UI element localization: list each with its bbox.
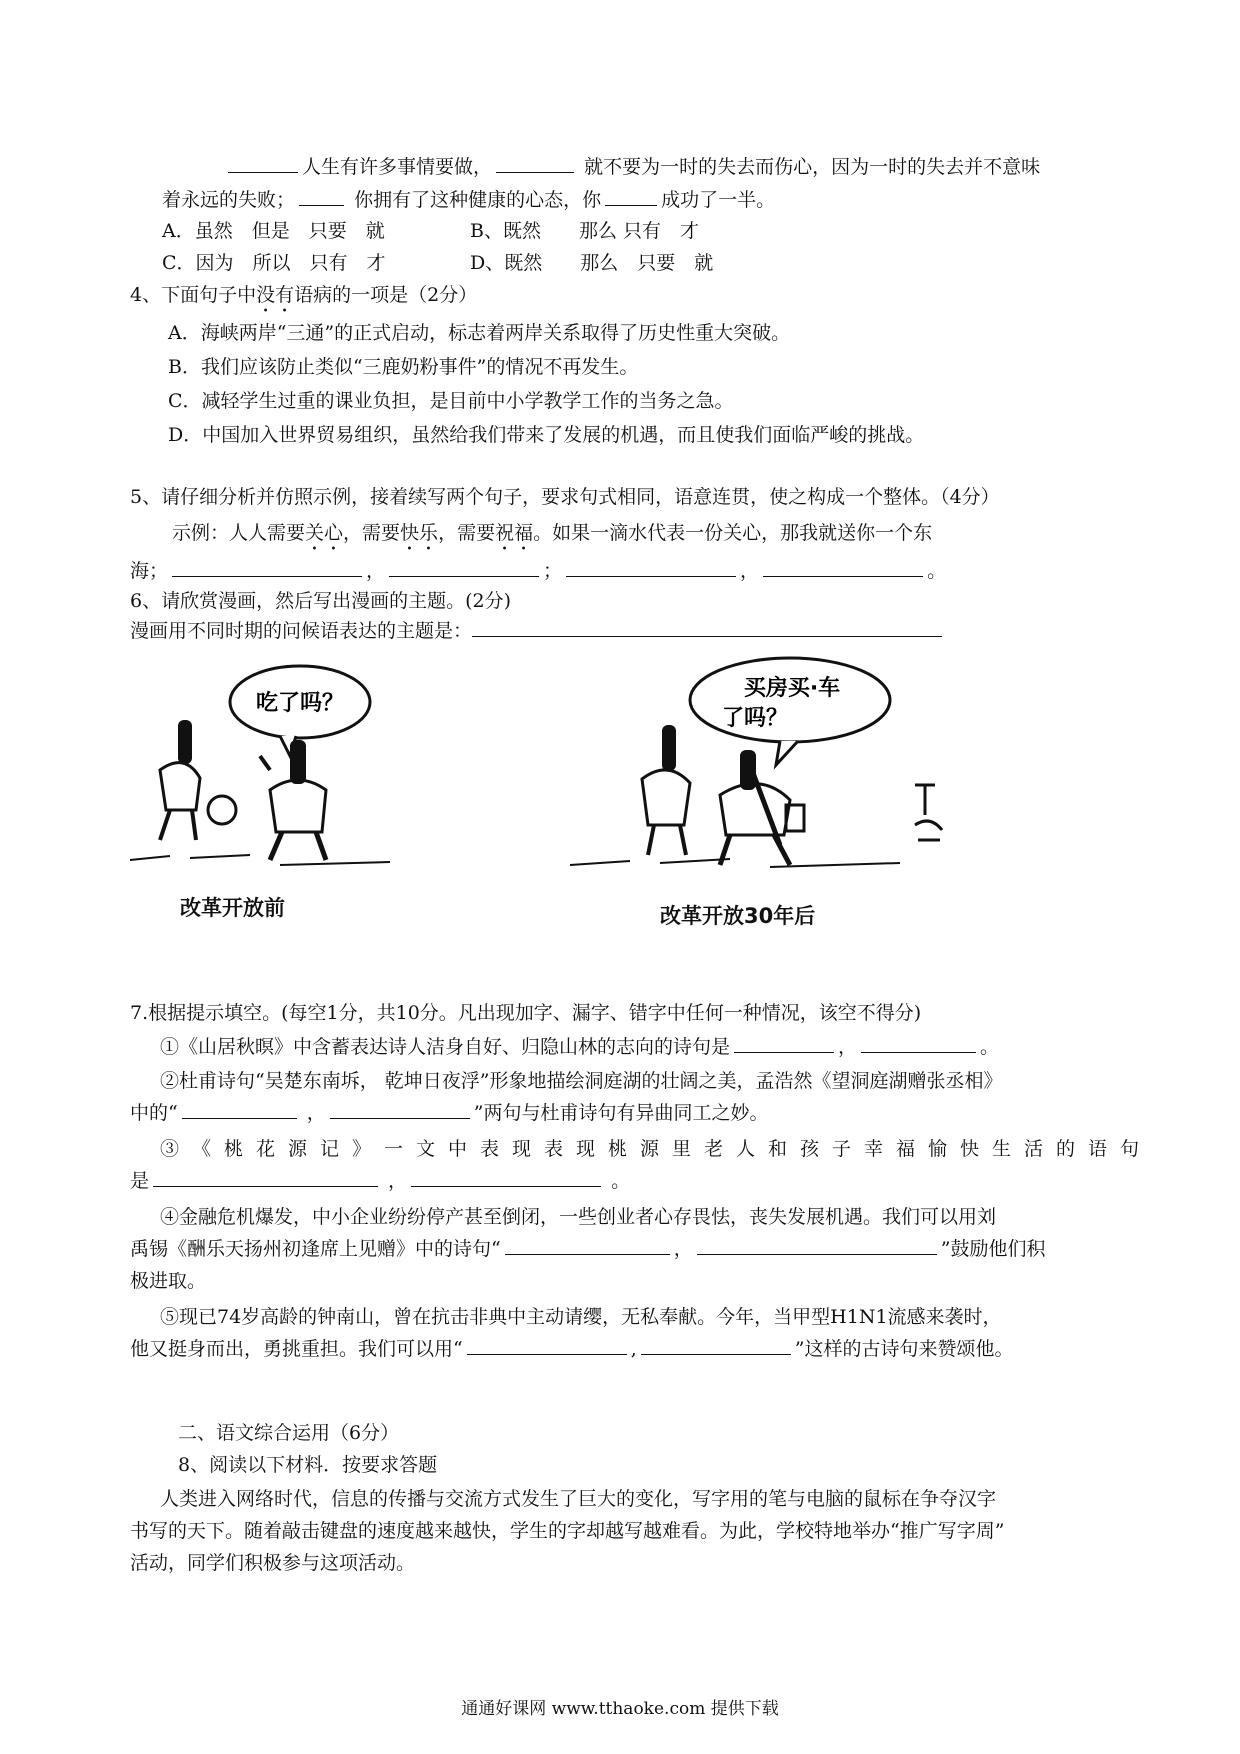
answer-blank[interactable] <box>172 558 362 577</box>
q7-text: 是 <box>130 1170 150 1192</box>
q5-answer-line <box>130 556 946 586</box>
q7-item5a: ⑤现已74岁高龄的钟南山，曾在抗击非典中主动请缨，无私奉献。今年，当甲型H1N1流感来袭时， <box>160 1306 1002 1328</box>
q7-item1: ①《山居秋暝》中含蓄表达诗人洁身自好、归隐山林的志向的诗句是 ， 。 <box>160 1036 1000 1058</box>
answer-blank[interactable] <box>228 154 298 173</box>
answer-blank[interactable] <box>734 1034 834 1053</box>
bubble-text-1: 吃了吗？ <box>255 691 345 716</box>
answer-blank[interactable] <box>467 1336 627 1355</box>
answer-blank[interactable] <box>763 558 923 577</box>
q7-text: 禹锡《酬乐天扬州初逢席上见赠》中的诗句“ <box>130 1238 501 1260</box>
answer-blank[interactable] <box>697 1236 937 1255</box>
artist-signature-icon <box>915 785 942 840</box>
q7-item2a: ②杜甫诗句“吴楚东南坼， 乾坤日夜浮”形象地描绘洞庭湖的壮阔之美，孟浩然《望洞庭湖赠张丞相》 <box>160 1070 1003 1092</box>
figure-right-icon <box>720 750 804 865</box>
answer-blank[interactable] <box>299 187 344 206</box>
cartoon-before-reform <box>130 660 420 900</box>
q7-text: ①《山居秋暝》中含蓄表达诗人洁身自好、归隐山林的志向的诗句是 <box>160 1036 731 1058</box>
q6-prompt <box>130 616 946 646</box>
q6-text: 漫画用不同时期的问候语表达的主题是： <box>130 620 473 642</box>
q7-item4b: 禹锡《酬乐天扬州初逢席上见赠》中的诗句“ ， ”鼓励他们积 <box>130 1238 1046 1260</box>
q3-line1 <box>228 152 1040 182</box>
q7-item5b: 他又挺身而出，勇挑重担。我们可以用“ , ”这样的古诗句来赞颂他。 <box>130 1338 1014 1360</box>
answer-blank[interactable] <box>411 1168 601 1187</box>
q5-text: ， <box>740 560 760 582</box>
answer-blank[interactable] <box>330 1100 470 1119</box>
answer-blank[interactable] <box>389 558 539 577</box>
q3-text: 你拥有了这种健康的心态，你 <box>354 189 602 211</box>
q5-text: ，需要 <box>343 522 401 544</box>
bubble-text-3: 了吗？ <box>721 706 789 731</box>
q5-text: 海； <box>130 560 169 582</box>
q8-para1: 人类进入网络时代，信息的传播与交流方式发生了巨大的变化，写字用的笔与电脑的鼠标在争夺汉字 <box>160 1488 997 1510</box>
q5-emphasis: 快乐 <box>400 522 439 544</box>
bubble-text-2: 买房买·车 <box>743 676 841 701</box>
q3-text: 人生有许多事情要做， <box>302 156 493 178</box>
q7-title: 7.根据提示填空。(每空1分，共10分。凡出现加字、漏字、错字中任何一种情况，该空不得分) <box>130 1002 922 1024</box>
answer-blank[interactable] <box>861 1034 976 1053</box>
q5-text: ， <box>366 560 386 582</box>
q7-item3a: ③《桃花源记》一文中表现表现桃源里老人和孩子幸福愉快生活的语句 <box>160 1138 1153 1160</box>
q7-item4a: ④金融危机爆发，中小企业纷纷停产甚至倒闭，一些创业者心存畏怯，丧失发展机遇。我们可以用刘 <box>160 1206 997 1228</box>
q4-option-b: B．我们应该防止类似“三鹿奶粉事件”的情况不再发生。 <box>168 356 639 378</box>
q5-text: 。如果一滴水代表一份关心，那我就送你一个东 <box>533 522 933 544</box>
q7-text: 他又挺身而出，勇挑重担。我们可以用“ <box>130 1338 463 1360</box>
q3-option-b: B、既然 那么 只有 才 <box>470 220 700 242</box>
answer-blank[interactable] <box>566 558 736 577</box>
caption-before-reform: 改革开放前 <box>180 896 285 920</box>
q5-text: 示例：人人需要 <box>172 522 306 544</box>
q7-item2b: 中的“ ， ”两句与杜甫诗句有异曲同工之妙。 <box>130 1102 769 1124</box>
q3-option-a: A．虽然 但是 只要 就 <box>162 220 385 242</box>
q3-option-c: C．因为 所以 只有 才 <box>162 252 386 274</box>
q7-text: ”两句与杜甫诗句有异曲同工之妙。 <box>473 1102 769 1124</box>
figure-right-icon <box>260 740 326 860</box>
figure-left-icon <box>642 725 690 855</box>
q5-text: ； <box>543 560 563 582</box>
q4-title-text: 4、下面句子中 <box>130 284 257 306</box>
figure-left-icon <box>160 720 236 840</box>
q4-option-c: C．减轻学生过重的课业负担，是目前中小学教学工作的当务之急。 <box>168 390 734 412</box>
answer-blank[interactable] <box>496 154 574 173</box>
q3-text: 着永远的失败； <box>162 189 296 211</box>
q7-item4c: 极进取。 <box>130 1270 207 1292</box>
answer-blank[interactable] <box>605 187 657 206</box>
q3-text: 成功了一半。 <box>661 189 776 211</box>
q8-para3: 活动，同学们积极参与这项活动。 <box>130 1552 416 1574</box>
q4-title-text: 语病的一项是（2分） <box>294 284 478 306</box>
q5-emphasis: 关心 <box>305 522 344 544</box>
q5-emphasis: 祝福 <box>495 522 534 544</box>
answer-blank[interactable] <box>472 618 942 637</box>
answer-blank[interactable] <box>182 1100 297 1119</box>
q8-title: 8、阅读以下材料．按要求答题 <box>178 1454 438 1476</box>
cartoon-after-reform <box>570 655 970 895</box>
caption-after-reform: 改革开放30年后 <box>660 904 816 928</box>
q8-para2: 书写的天下。随着敲击键盘的速度越来越快，学生的字却越写越难看。为此，学校特地举办“推广写字周” <box>130 1520 1005 1542</box>
answer-blank[interactable] <box>641 1336 791 1355</box>
q7-item3b: 是 ， 。 <box>130 1170 631 1192</box>
q3-text: 就不要为一时的失去而伤心，因为一时的失去并不意味 <box>584 156 1041 178</box>
q4-option-a: A．海峡两岸“三通”的正式启动，标志着两岸关系取得了历史性重大突破。 <box>168 322 791 344</box>
q5-text: ，需要 <box>438 522 496 544</box>
q3-option-d: D、既然 那么 只要 就 <box>470 252 714 274</box>
q5-title: 5、请仔细分析并仿照示例，接着续写两个句子，要求句式相同，语意连贯，使之构成一个整体。（4分） <box>130 486 1000 508</box>
answer-blank[interactable] <box>505 1236 670 1255</box>
q4-option-d: D．中国加入世界贸易组织，虽然给我们带来了发展的机遇，而且使我们面临严峻的挑战。 <box>168 424 925 446</box>
q7-text: ”这样的古诗句来赞颂他。 <box>794 1338 1014 1360</box>
answer-blank[interactable] <box>153 1168 378 1187</box>
q5-example <box>172 518 932 555</box>
q4-title <box>130 280 477 317</box>
q7-text: ”鼓励他们积 <box>940 1238 1046 1260</box>
section2-heading: 二、语文综合运用（6分） <box>178 1422 400 1444</box>
footer: 通通好课网 www.tthaoke.com 提供下载 <box>461 1699 779 1719</box>
q3-line2 <box>162 185 775 215</box>
q6-title: 6、请欣赏漫画，然后写出漫画的主题。(2分) <box>130 590 512 612</box>
q4-emphasis: 没有 <box>256 284 295 306</box>
q5-text: 。 <box>927 560 947 582</box>
q7-text: 中的“ <box>130 1102 178 1124</box>
